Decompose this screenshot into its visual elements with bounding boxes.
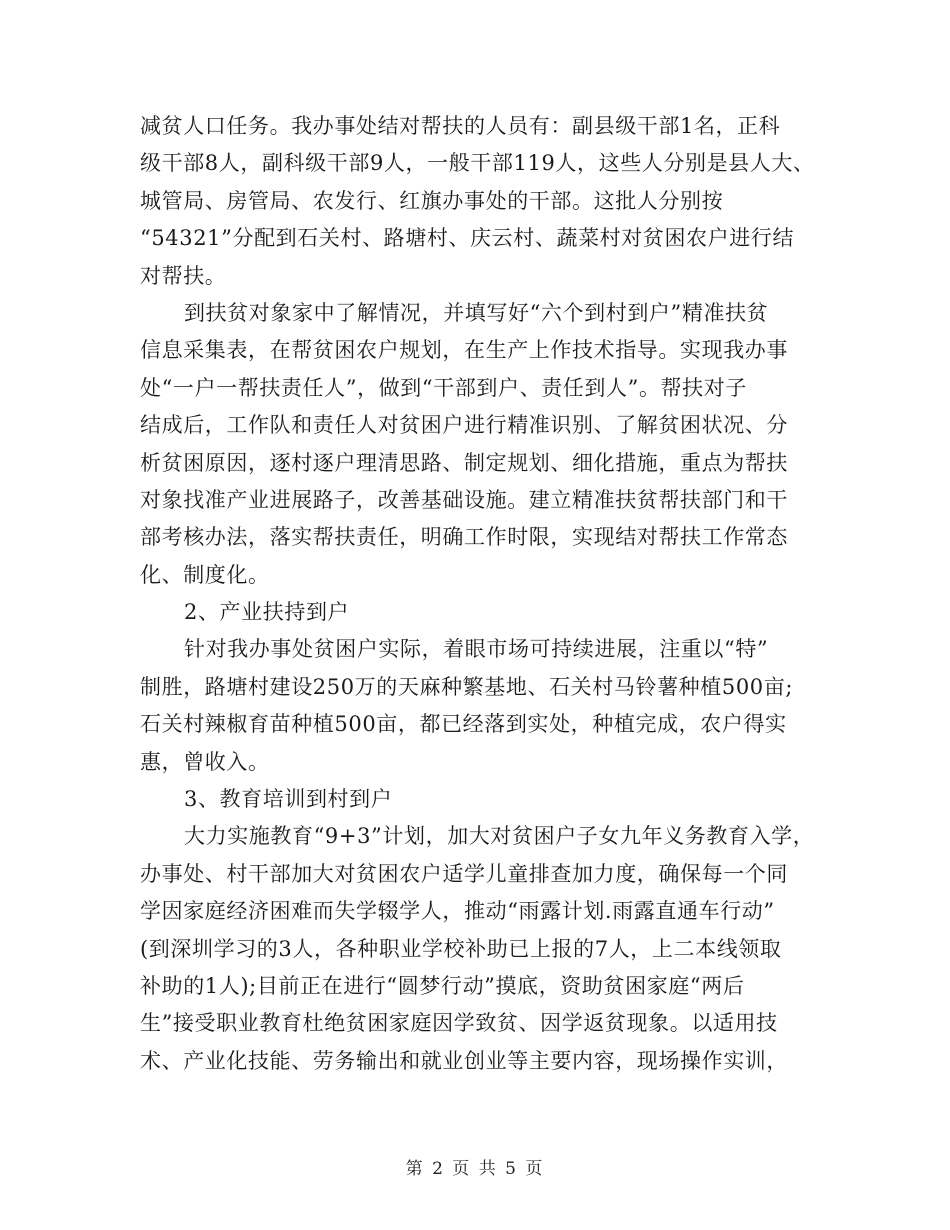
- text-line: 对帮扶。: [140, 263, 227, 288]
- page-footer: 第 2 页 共 5 页: [405, 1159, 545, 1179]
- text-line: 对象找准产业进展路子，改善基础设施。建立精准扶贫帮扶部门和干: [140, 487, 788, 512]
- text-line: 2、产业扶持到户: [184, 600, 350, 625]
- text-line: 化、制度化。: [140, 562, 270, 587]
- text-line: 术、产业化技能、劳务输出和就业创业等主要内容，现场操作实训，: [140, 1048, 788, 1073]
- text-line: 结成后，工作队和责任人对贫困户进行精准识别、了解贫困状况、分: [140, 413, 788, 438]
- text-line: 办事处、村干部加大对贫困农户适学儿童排查加力度，确保每一个同: [140, 861, 788, 886]
- text-line: 学因家庭经济困难而失学辍学人，推动“雨露计划.雨露直通车行动”: [140, 899, 775, 924]
- text-line: 3、教育培训到村到户: [184, 787, 393, 812]
- text-line: 减贫人口任务。我办事处结对帮扶的人员有：副县级干部1名，正科: [140, 114, 781, 138]
- text-line: 针对我办事处贫困户实际，着眼市场可持续进展，注重以“特”: [184, 637, 769, 662]
- text-line: 到扶贫对象家中了解情况，并填写好“六个到村到户”精准扶贫: [184, 300, 769, 325]
- text-line: 惠，曾收入。: [140, 749, 270, 774]
- text-line: 部考核办法，落实帮扶责任，明确工作时限，实现结对帮扶工作常态: [140, 525, 788, 550]
- text-line: 级干部8人，副科级干部9人，一般干部119人，这些人分别是县人大、: [140, 151, 815, 176]
- text-line: 析贫困原因，逐村逐户理清思路、制定规划、细化措施，重点为帮扶: [140, 450, 788, 475]
- text-line: 石关村辣椒育苗种植500亩，都已经落到实处，种植完成，农户得实: [140, 712, 787, 737]
- text-line: 生”接受职业教育杜绝贫困家庭因学致贫、因学返贫现象。以适用技: [140, 1011, 778, 1036]
- text-line: 制胜，路塘村建设250万的天麻种繁基地、石关村马铃薯种植500亩;: [140, 674, 794, 699]
- text-line: 处“一户一帮扶责任人”，做到“干部到户、责任到人”。帮扶对子: [140, 375, 747, 400]
- text-line: 城管局、房管局、农发行、红旗办事处的干部。这批人分别按: [140, 188, 724, 213]
- text-line: “54321”分配到石关村、路塘村、庆云村、蔬菜村对贫困农户进行结: [140, 226, 795, 251]
- body-text: [140, 108, 815, 1080]
- text-line: 补助的1人);目前正在进行“圆梦行动”摸底，资助贫困家庭“两后: [140, 973, 745, 998]
- text-line: 信息采集表，在帮贫困农户规划，在生产上作技术指导。实现我办事: [140, 338, 788, 363]
- text-line: 大力实施教育“9+3”计划，加大对贫困户子女九年义务教育入学，: [184, 824, 815, 849]
- text-line: (到深圳学习的3人，各种职业学校补助已上报的7人，上二本线领取: [140, 936, 782, 961]
